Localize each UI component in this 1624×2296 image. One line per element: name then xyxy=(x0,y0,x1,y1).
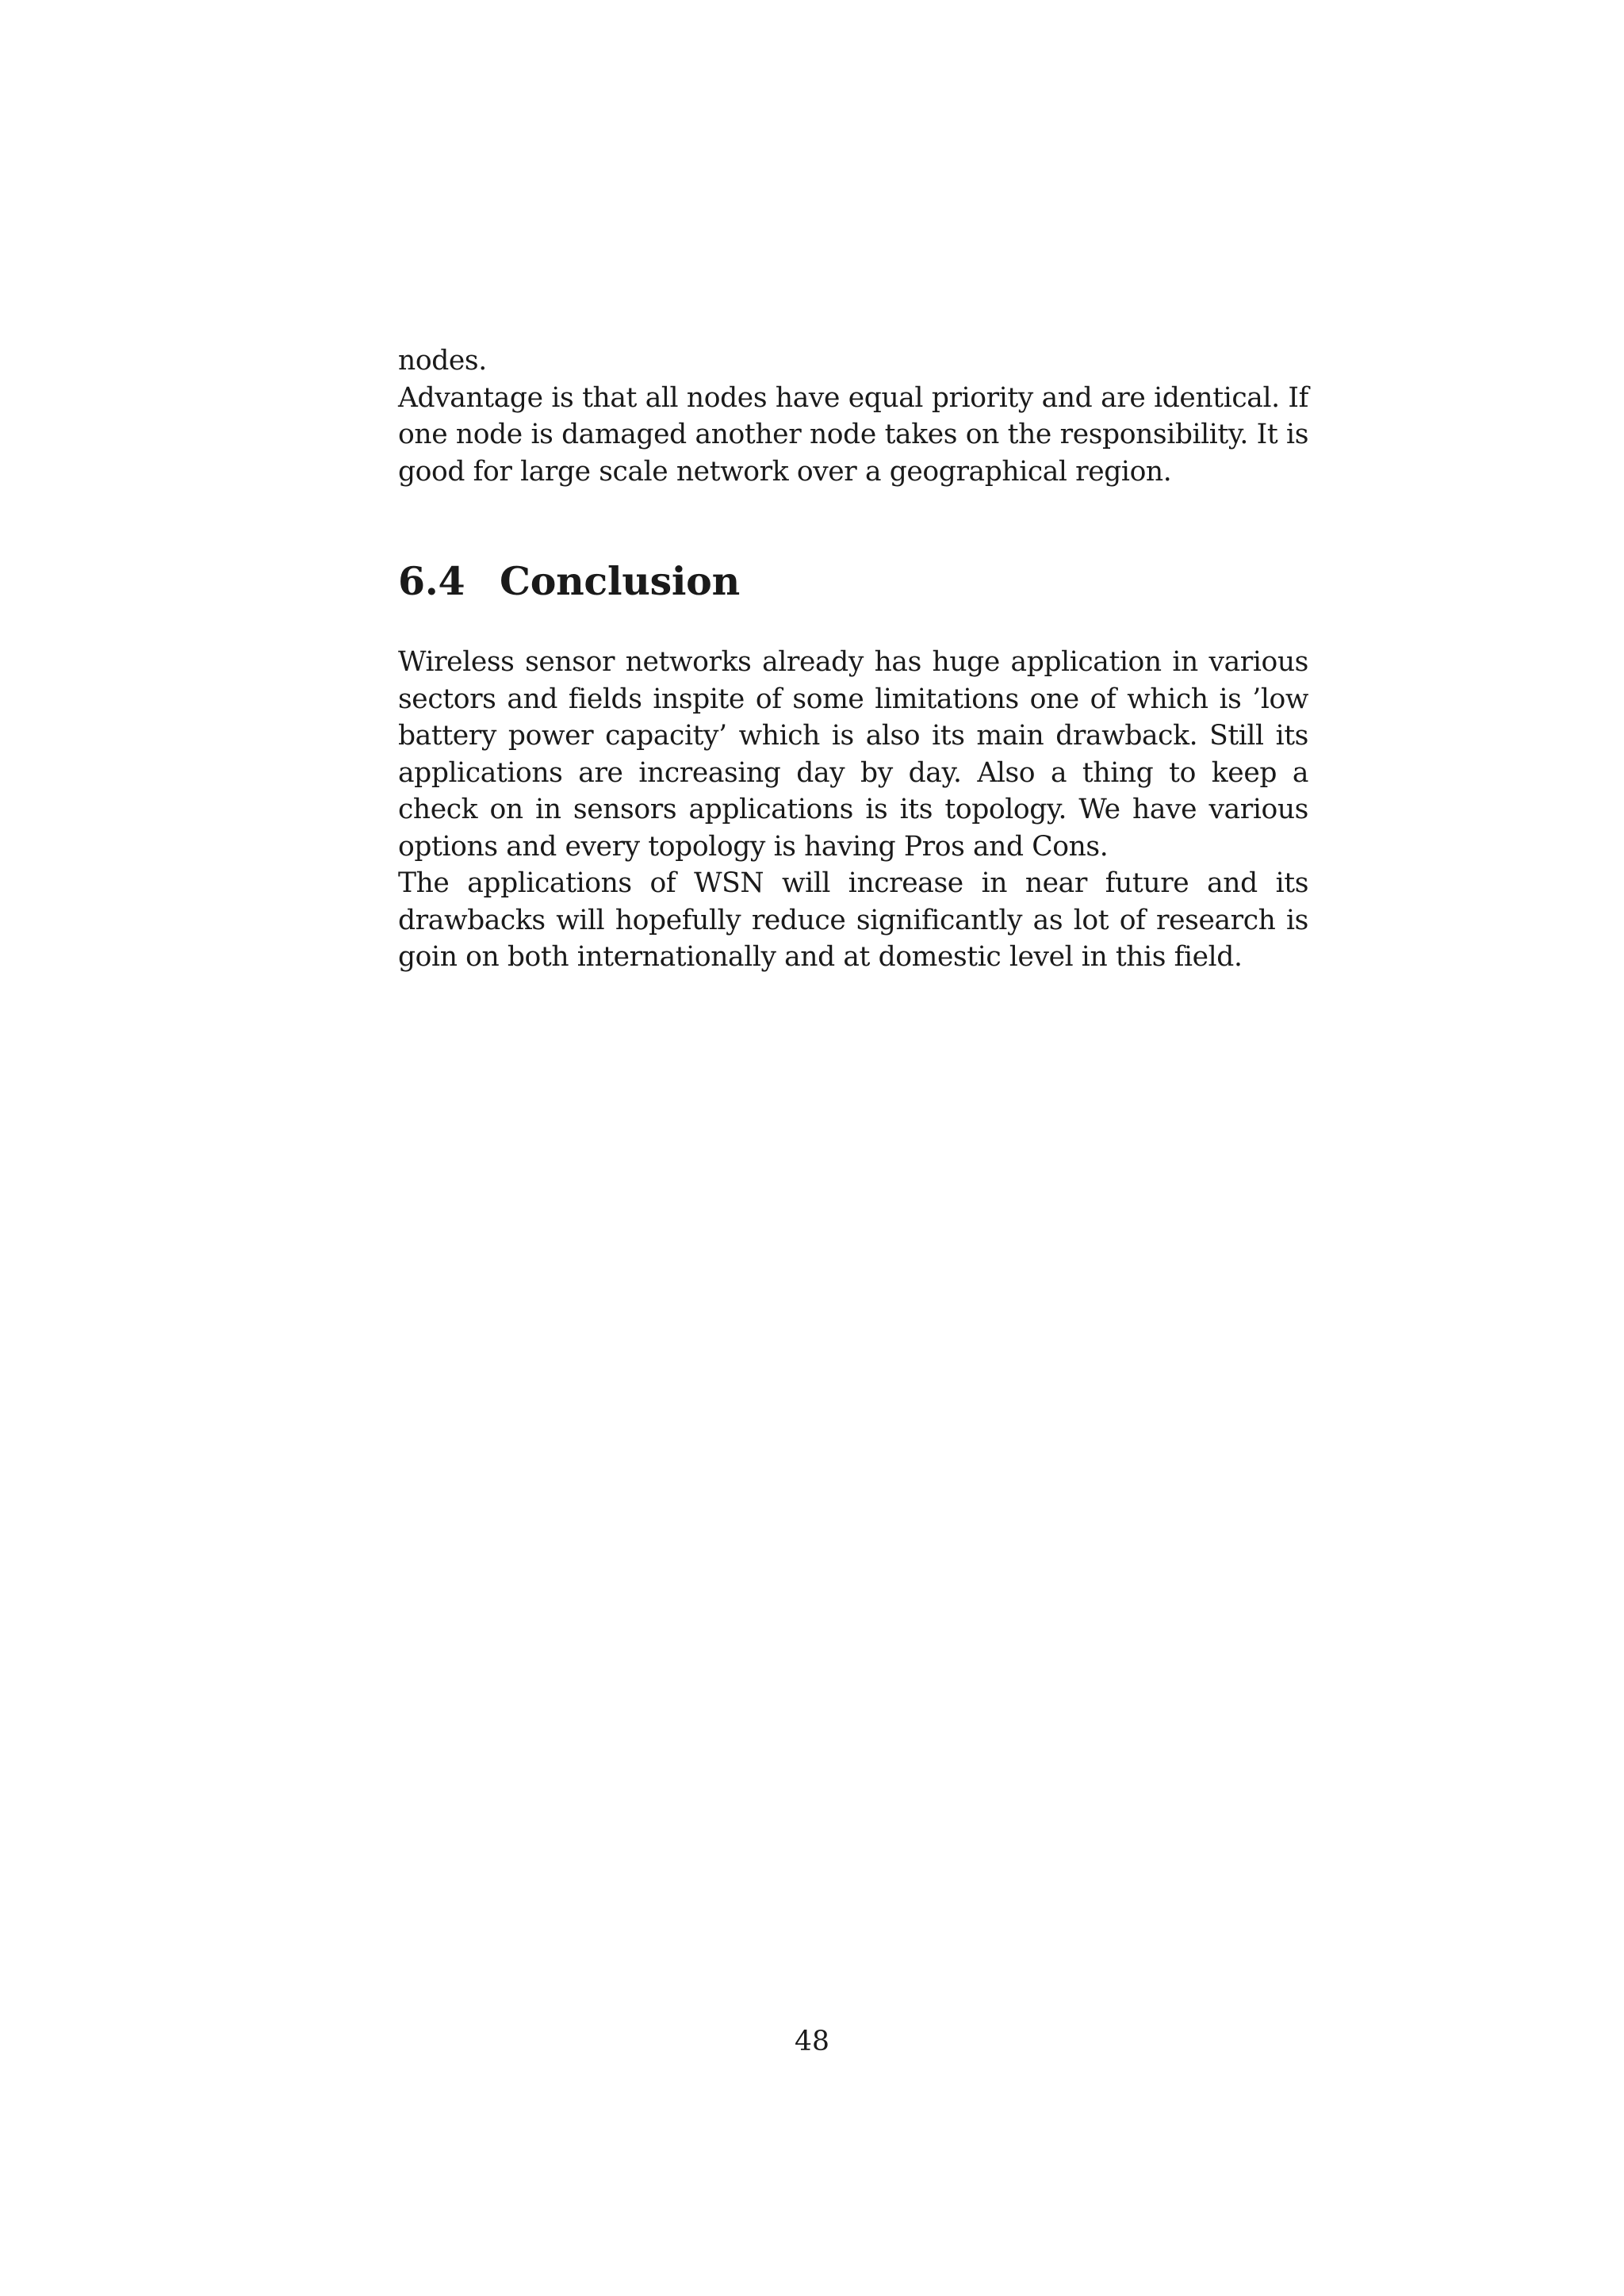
continuation-text xyxy=(398,342,1308,490)
section-heading xyxy=(398,555,1308,607)
paragraph: nodes. xyxy=(398,345,487,377)
conclusion-text xyxy=(398,644,1308,976)
section-number: 6.4 xyxy=(398,558,465,604)
paragraph: The applications of WSN will increase in near future and its drawbacks will hopefully reduce significantly as lot of research is goin on both internationally and at domestic level in this field. xyxy=(398,867,1308,973)
page-number: 48 xyxy=(795,2026,829,2057)
paragraph: Advantage is that all nodes have equal priority and are identical. If one node is damaged another node takes on the responsibility. It is good for large scale network over a geographical region. xyxy=(398,381,1308,488)
paragraph: Wireless sensor networks already has huge application in various sectors and fields inspite of some limitations one of which is ’low battery power capacity’ which is also its main drawback. Still its applications are increasing day by day. Also a thing to keep a check on in sensors applications is its topology. We have various options and every topology is having Pros and Cons. xyxy=(398,646,1308,863)
section-title: Conclusion xyxy=(500,558,740,604)
